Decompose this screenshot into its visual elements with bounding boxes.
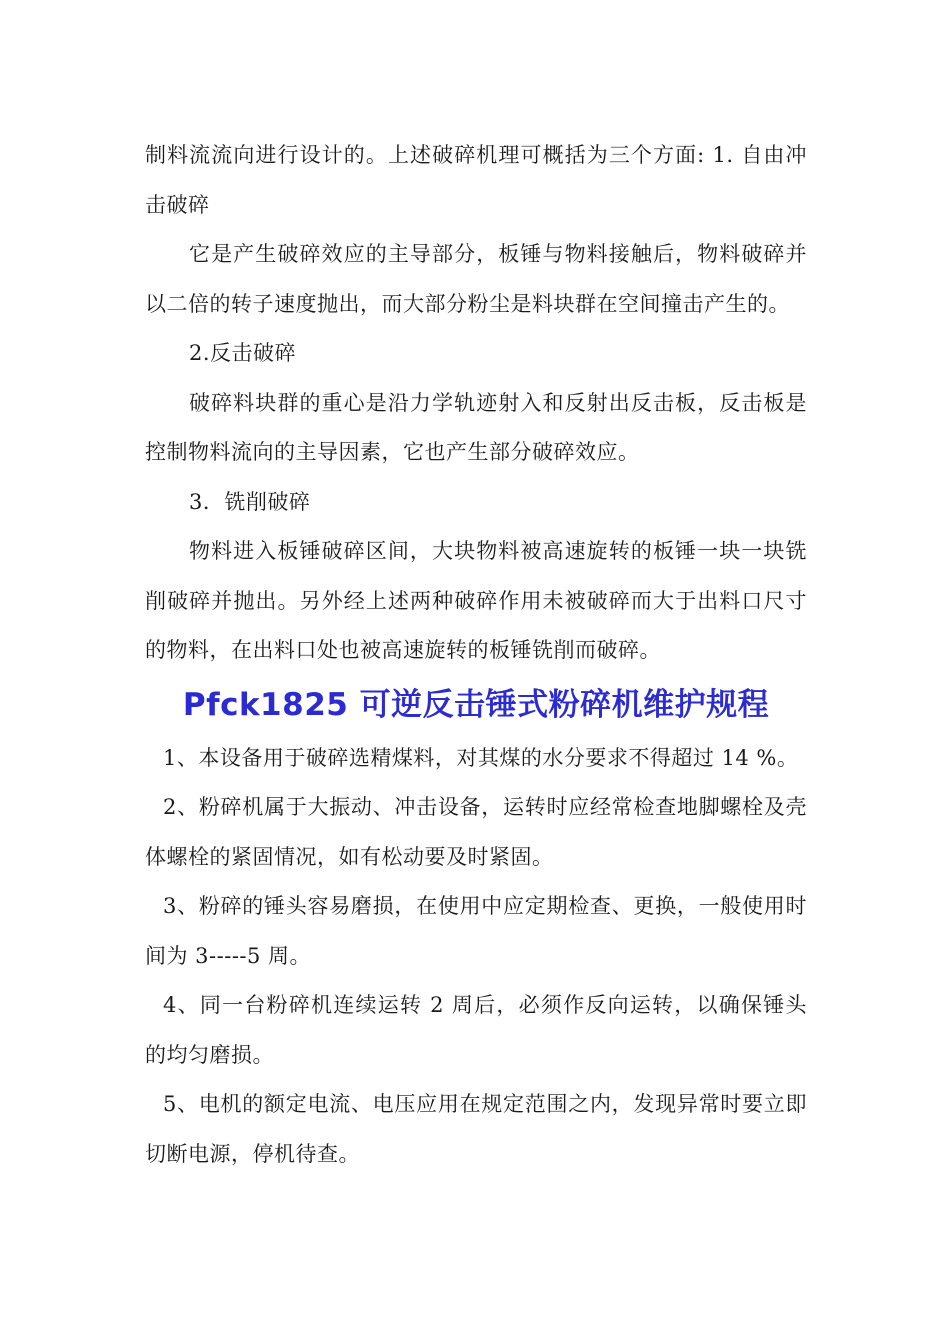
rule-item-4: 4、同一台粉碎机连续运转 2 周后，必须作反向运转，以确保锤头的均匀磨损。 [145, 993, 807, 1067]
paragraph-continuation: 制料流流向进行设计的。上述破碎机理可概括为三个方面: 1. 自由冲击破碎 [145, 143, 807, 217]
paragraph-counter-impact: 破碎料块群的重心是沿力学轨迹射入和反射出反击板，反击板是控制物料流向的主导因素，它也产生部分破碎效应。 [145, 390, 807, 464]
rule-item-3: 3、粉碎的锤头容易磨损，在使用中应定期检查、更换，一般使用时间为 3-----5 周。 [145, 894, 807, 968]
subheading-milling: 3．铣削破碎 [189, 489, 311, 514]
section-title: Pfck1825 可逆反击锤式粉碎机维护规程 [182, 686, 770, 723]
paragraph-free-impact: 它是产生破碎效应的主导部分，板锤与物料接触后，物料破碎并以二倍的转子速度抛出，而大部分粉尘是料块群在空间撞击产生的。 [145, 242, 807, 316]
document-body [145, 131, 807, 1179]
subheading-counter-impact: 2.反击破碎 [189, 341, 297, 365]
rule-item-2: 2、粉碎机属于大振动、冲击设备，运转时应经常检查地脚螺栓及壳体螺栓的紧固情况，如有松动要及时紧固。 [145, 795, 807, 869]
rule-item-5: 5、电机的额定电流、电压应用在规定范围之内，发现异常时要立即切断电源，停机待查。 [145, 1092, 807, 1166]
rule-item-1: 1、本设备用于破碎选精煤料，对其煤的水分要求不得超过 14 %。 [163, 745, 799, 770]
paragraph-milling: 物料进入板锤破碎区间，大块物料被高速旋转的板锤一块一块铣削破碎并抛出。另外经上述两种破碎作用未被破碎而大于出料口尺寸的物料，在出料口处也被高速旋转的板锤铣削而破碎。 [145, 539, 807, 662]
